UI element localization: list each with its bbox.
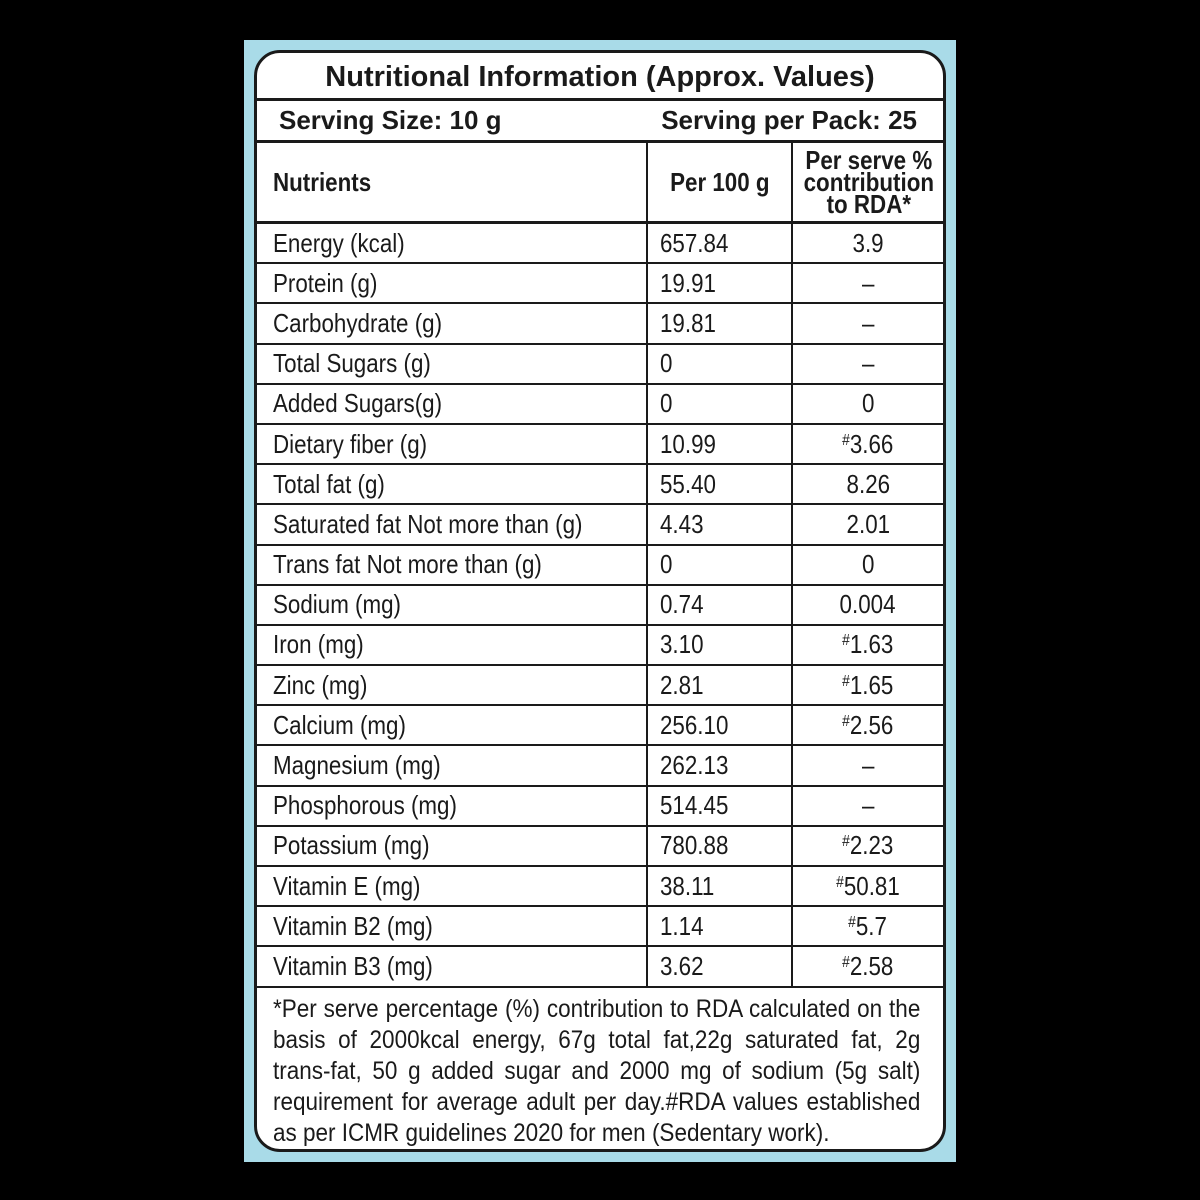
per-100g-value: 514.45	[647, 786, 792, 826]
rda-contribution-value: #1.65	[792, 665, 943, 705]
label-border-band	[244, 40, 956, 1162]
rda-contribution-value: #5.7	[792, 906, 943, 946]
nutrient-name: Saturated fat Not more than (g)	[257, 504, 647, 544]
nutrient-name: Total fat (g)	[257, 464, 647, 504]
nutrient-name: Phosphorous (mg)	[257, 786, 647, 826]
nutrient-name: Magnesium (mg)	[257, 745, 647, 785]
serving-info-row	[257, 101, 943, 143]
nutrient-name: Trans fat Not more than (g)	[257, 545, 647, 585]
per-100g-value: 10.99	[647, 424, 792, 464]
nutrient-name: Protein (g)	[257, 263, 647, 303]
rda-footnote: *Per serve percentage (%) contribution to RDA calculated on the basis of 2000kcal energy, 67g total fat,22g saturated fat, 2g trans-fat, 50 g added sugar and 2000 mg of sodium (5g salt) requirement for average adult per day.#RDA values established as per ICMR guidelines 2020 for men (Sedentary work).	[273, 994, 921, 1147]
table-row	[257, 946, 943, 986]
per-100g-value: 0	[647, 545, 792, 585]
table-row	[257, 786, 943, 826]
nutrition-table	[257, 143, 943, 988]
per-100g-value: 0	[647, 384, 792, 424]
per-100g-value: 2.81	[647, 665, 792, 705]
nutrient-name: Energy (kcal)	[257, 223, 647, 264]
rda-contribution-value: –	[792, 786, 943, 826]
table-row	[257, 866, 943, 906]
table-row	[257, 545, 943, 585]
table-row	[257, 625, 943, 665]
rda-contribution-value: #2.58	[792, 946, 943, 986]
nutrient-name: Carbohydrate (g)	[257, 303, 647, 343]
nutrient-name: Vitamin B2 (mg)	[257, 906, 647, 946]
per-100g-value: 256.10	[647, 705, 792, 745]
per-100g-value: 1.14	[647, 906, 792, 946]
serving-per-pack: Serving per Pack: 25	[661, 105, 917, 135]
header-nutrients: Nutrients	[257, 143, 647, 223]
table-row	[257, 504, 943, 544]
table-row	[257, 665, 943, 705]
header-rda-contribution: Per serve % contribution to RDA*	[792, 143, 943, 223]
table-row	[257, 384, 943, 424]
rda-contribution-value: –	[792, 303, 943, 343]
rda-contribution-value: #1.63	[792, 625, 943, 665]
per-100g-value: 657.84	[647, 223, 792, 264]
table-row	[257, 585, 943, 625]
per-100g-value: 0.74	[647, 585, 792, 625]
nutrient-name: Sodium (mg)	[257, 585, 647, 625]
nutrient-name: Potassium (mg)	[257, 826, 647, 866]
per-100g-value: 19.81	[647, 303, 792, 343]
per-100g-value: 3.62	[647, 946, 792, 986]
rda-contribution-value: 2.01	[792, 504, 943, 544]
table-row	[257, 705, 943, 745]
table-row	[257, 424, 943, 464]
panel-title: Nutritional Information (Approx. Values)	[257, 53, 943, 101]
nutrient-name: Vitamin B3 (mg)	[257, 946, 647, 986]
rda-contribution-value: 0.004	[792, 585, 943, 625]
table-header-row	[257, 143, 943, 223]
per-100g-value: 38.11	[647, 866, 792, 906]
serving-size: Serving Size: 10 g	[279, 105, 502, 135]
nutrient-name: Total Sugars (g)	[257, 344, 647, 384]
per-100g-value: 0	[647, 344, 792, 384]
rda-contribution-value: 0	[792, 384, 943, 424]
per-100g-value: 4.43	[647, 504, 792, 544]
rda-contribution-value: –	[792, 745, 943, 785]
per-100g-value: 55.40	[647, 464, 792, 504]
rda-contribution-value: #2.23	[792, 826, 943, 866]
nutrient-name: Added Sugars(g)	[257, 384, 647, 424]
nutrient-name: Dietary fiber (g)	[257, 424, 647, 464]
table-row	[257, 344, 943, 384]
per-100g-value: 19.91	[647, 263, 792, 303]
nutrient-name: Vitamin E (mg)	[257, 866, 647, 906]
rda-contribution-value: 3.9	[792, 223, 943, 264]
table-row	[257, 826, 943, 866]
per-100g-value: 262.13	[647, 745, 792, 785]
nutrient-name: Zinc (mg)	[257, 665, 647, 705]
nutrient-name: Iron (mg)	[257, 625, 647, 665]
rda-contribution-value: #3.66	[792, 424, 943, 464]
rda-contribution-value: –	[792, 263, 943, 303]
table-row	[257, 745, 943, 785]
nutrient-name: Calcium (mg)	[257, 705, 647, 745]
rda-contribution-value: 8.26	[792, 464, 943, 504]
table-row	[257, 906, 943, 946]
per-100g-value: 3.10	[647, 625, 792, 665]
per-100g-value: 780.88	[647, 826, 792, 866]
table-row	[257, 303, 943, 343]
rda-contribution-value: #50.81	[792, 866, 943, 906]
rda-contribution-value: 0	[792, 545, 943, 585]
rda-contribution-value: –	[792, 344, 943, 384]
header-per-100g: Per 100 g	[647, 143, 792, 223]
nutrition-panel	[254, 50, 946, 1152]
rda-contribution-value: #2.56	[792, 705, 943, 745]
table-row	[257, 223, 943, 264]
table-row	[257, 464, 943, 504]
table-row	[257, 263, 943, 303]
